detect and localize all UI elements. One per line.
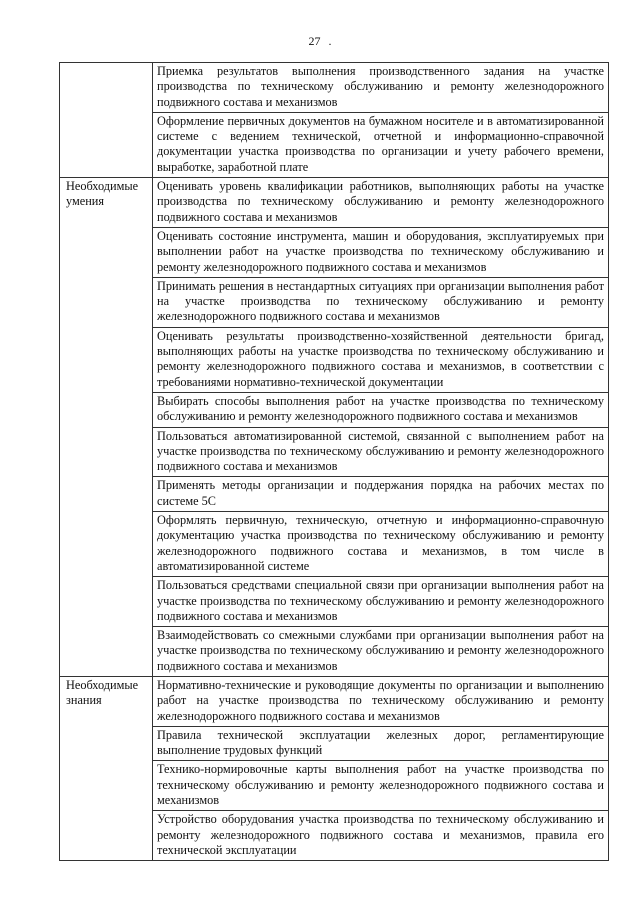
page-number-value: 27 — [308, 34, 321, 48]
row-label — [60, 227, 153, 277]
row-text: Оценивать состояние инструмента, машин и оборудования, эксплуатируемых при выполнении работ на участке производства по техническому обслуживанию и ремонту железнодорожного подвижного состава и механизмов — [153, 227, 609, 277]
row-label — [60, 577, 153, 627]
row-text: Оценивать уровень квалификации работников, выполняющих работы на участке производства по техническому обслуживанию и ремонту железнодорожного подвижного состава и механизмов — [153, 178, 609, 228]
row-text: Приемка результатов выполнения производственного задания на участке производства по техническому обслуживанию и ремонту железнодорожного подвижного состава и механизмов — [153, 63, 609, 113]
row-text: Пользоваться автоматизированной системой, связанной с выполнением работ на участке производства по техническому обслуживанию и ремонту железнодорожного подвижного состава и механизмов — [153, 427, 609, 477]
row-text: Оформление первичных документов на бумажном носителе и в автоматизированной системе с ведением технической, отчетной и информационно-справочной документации участка производства по организации и учету рабочего времени, выработке, заработной плате — [153, 112, 609, 177]
row-text: Оформлять первичную, техническую, отчетную и информационно-справочную документацию участка производства по техническому обслуживанию и ремонту железнодорожного подвижного состава и механизмов, в том числе в автоматизированной системе — [153, 512, 609, 577]
table-row — [60, 63, 609, 113]
table-row — [60, 327, 609, 392]
page-number — [0, 34, 640, 49]
row-text: Нормативно-технические и руководящие документы по организации и выполнению работ на участке производства по техническому обслуживанию и ремонту железнодорожного подвижного состава и механизмов — [153, 676, 609, 726]
row-label — [60, 477, 153, 512]
row-label — [60, 63, 153, 113]
row-text: Устройство оборудования участка производства по техническому обслуживанию и ремонту железнодорожного подвижного состава и механизмов, правила его технической эксплуатации — [153, 811, 609, 861]
row-text: Выбирать способы выполнения работ на участке производства по техническому обслуживанию и ремонту железнодорожного подвижного состава и механизмов — [153, 392, 609, 427]
row-label — [60, 277, 153, 327]
table-row — [60, 392, 609, 427]
row-text: Пользоваться средствами специальной связи при организации выполнения работ на участке производства по техническому обслуживанию и ремонту железнодорожного подвижного состава и механизмов — [153, 577, 609, 627]
row-text: Технико-нормировочные карты выполнения работ на участке производства по техническому обслуживанию и ремонту железнодорожного подвижного состава и механизмов — [153, 761, 609, 811]
page-number-mark: . — [328, 34, 332, 48]
row-label — [60, 512, 153, 577]
table-row — [60, 726, 609, 761]
row-label: Необходимые знания — [60, 676, 153, 726]
table-row — [60, 277, 609, 327]
row-label — [60, 726, 153, 761]
competency-table — [59, 62, 609, 861]
row-label: Необходимые умения — [60, 178, 153, 228]
row-text: Принимать решения в нестандартных ситуациях при организации выполнения работ на участке производства по техническому обслуживанию и ремонту железнодорожного подвижного состава и механизмов — [153, 277, 609, 327]
table-row — [60, 627, 609, 677]
row-label — [60, 811, 153, 861]
row-label — [60, 427, 153, 477]
table-row — [60, 427, 609, 477]
row-label — [60, 392, 153, 427]
table-row — [60, 477, 609, 512]
row-text: Взаимодействовать со смежными службами при организации выполнения работ на участке производства по техническому обслуживанию и ремонту железнодорожного подвижного состава и механизмов — [153, 627, 609, 677]
row-text: Оценивать результаты производственно-хозяйственной деятельности бригад, выполняющих работы на участке производства по техническому обслуживанию и ремонту железнодорожного подвижного состава и механизмов, в соответствии с требованиями нормативно-технической документации — [153, 327, 609, 392]
table-row — [60, 227, 609, 277]
table-row — [60, 761, 609, 811]
competency-table-body — [60, 63, 609, 861]
table-row — [60, 178, 609, 228]
table-row — [60, 512, 609, 577]
row-label — [60, 112, 153, 177]
row-label — [60, 327, 153, 392]
row-label — [60, 761, 153, 811]
table-row — [60, 112, 609, 177]
row-text: Правила технической эксплуатации железных дорог, регламентирующие выполнение трудовых функций — [153, 726, 609, 761]
table-row — [60, 811, 609, 861]
row-label — [60, 627, 153, 677]
table-row — [60, 577, 609, 627]
row-text: Применять методы организации и поддержания порядка на рабочих местах по системе 5С — [153, 477, 609, 512]
table-row — [60, 676, 609, 726]
